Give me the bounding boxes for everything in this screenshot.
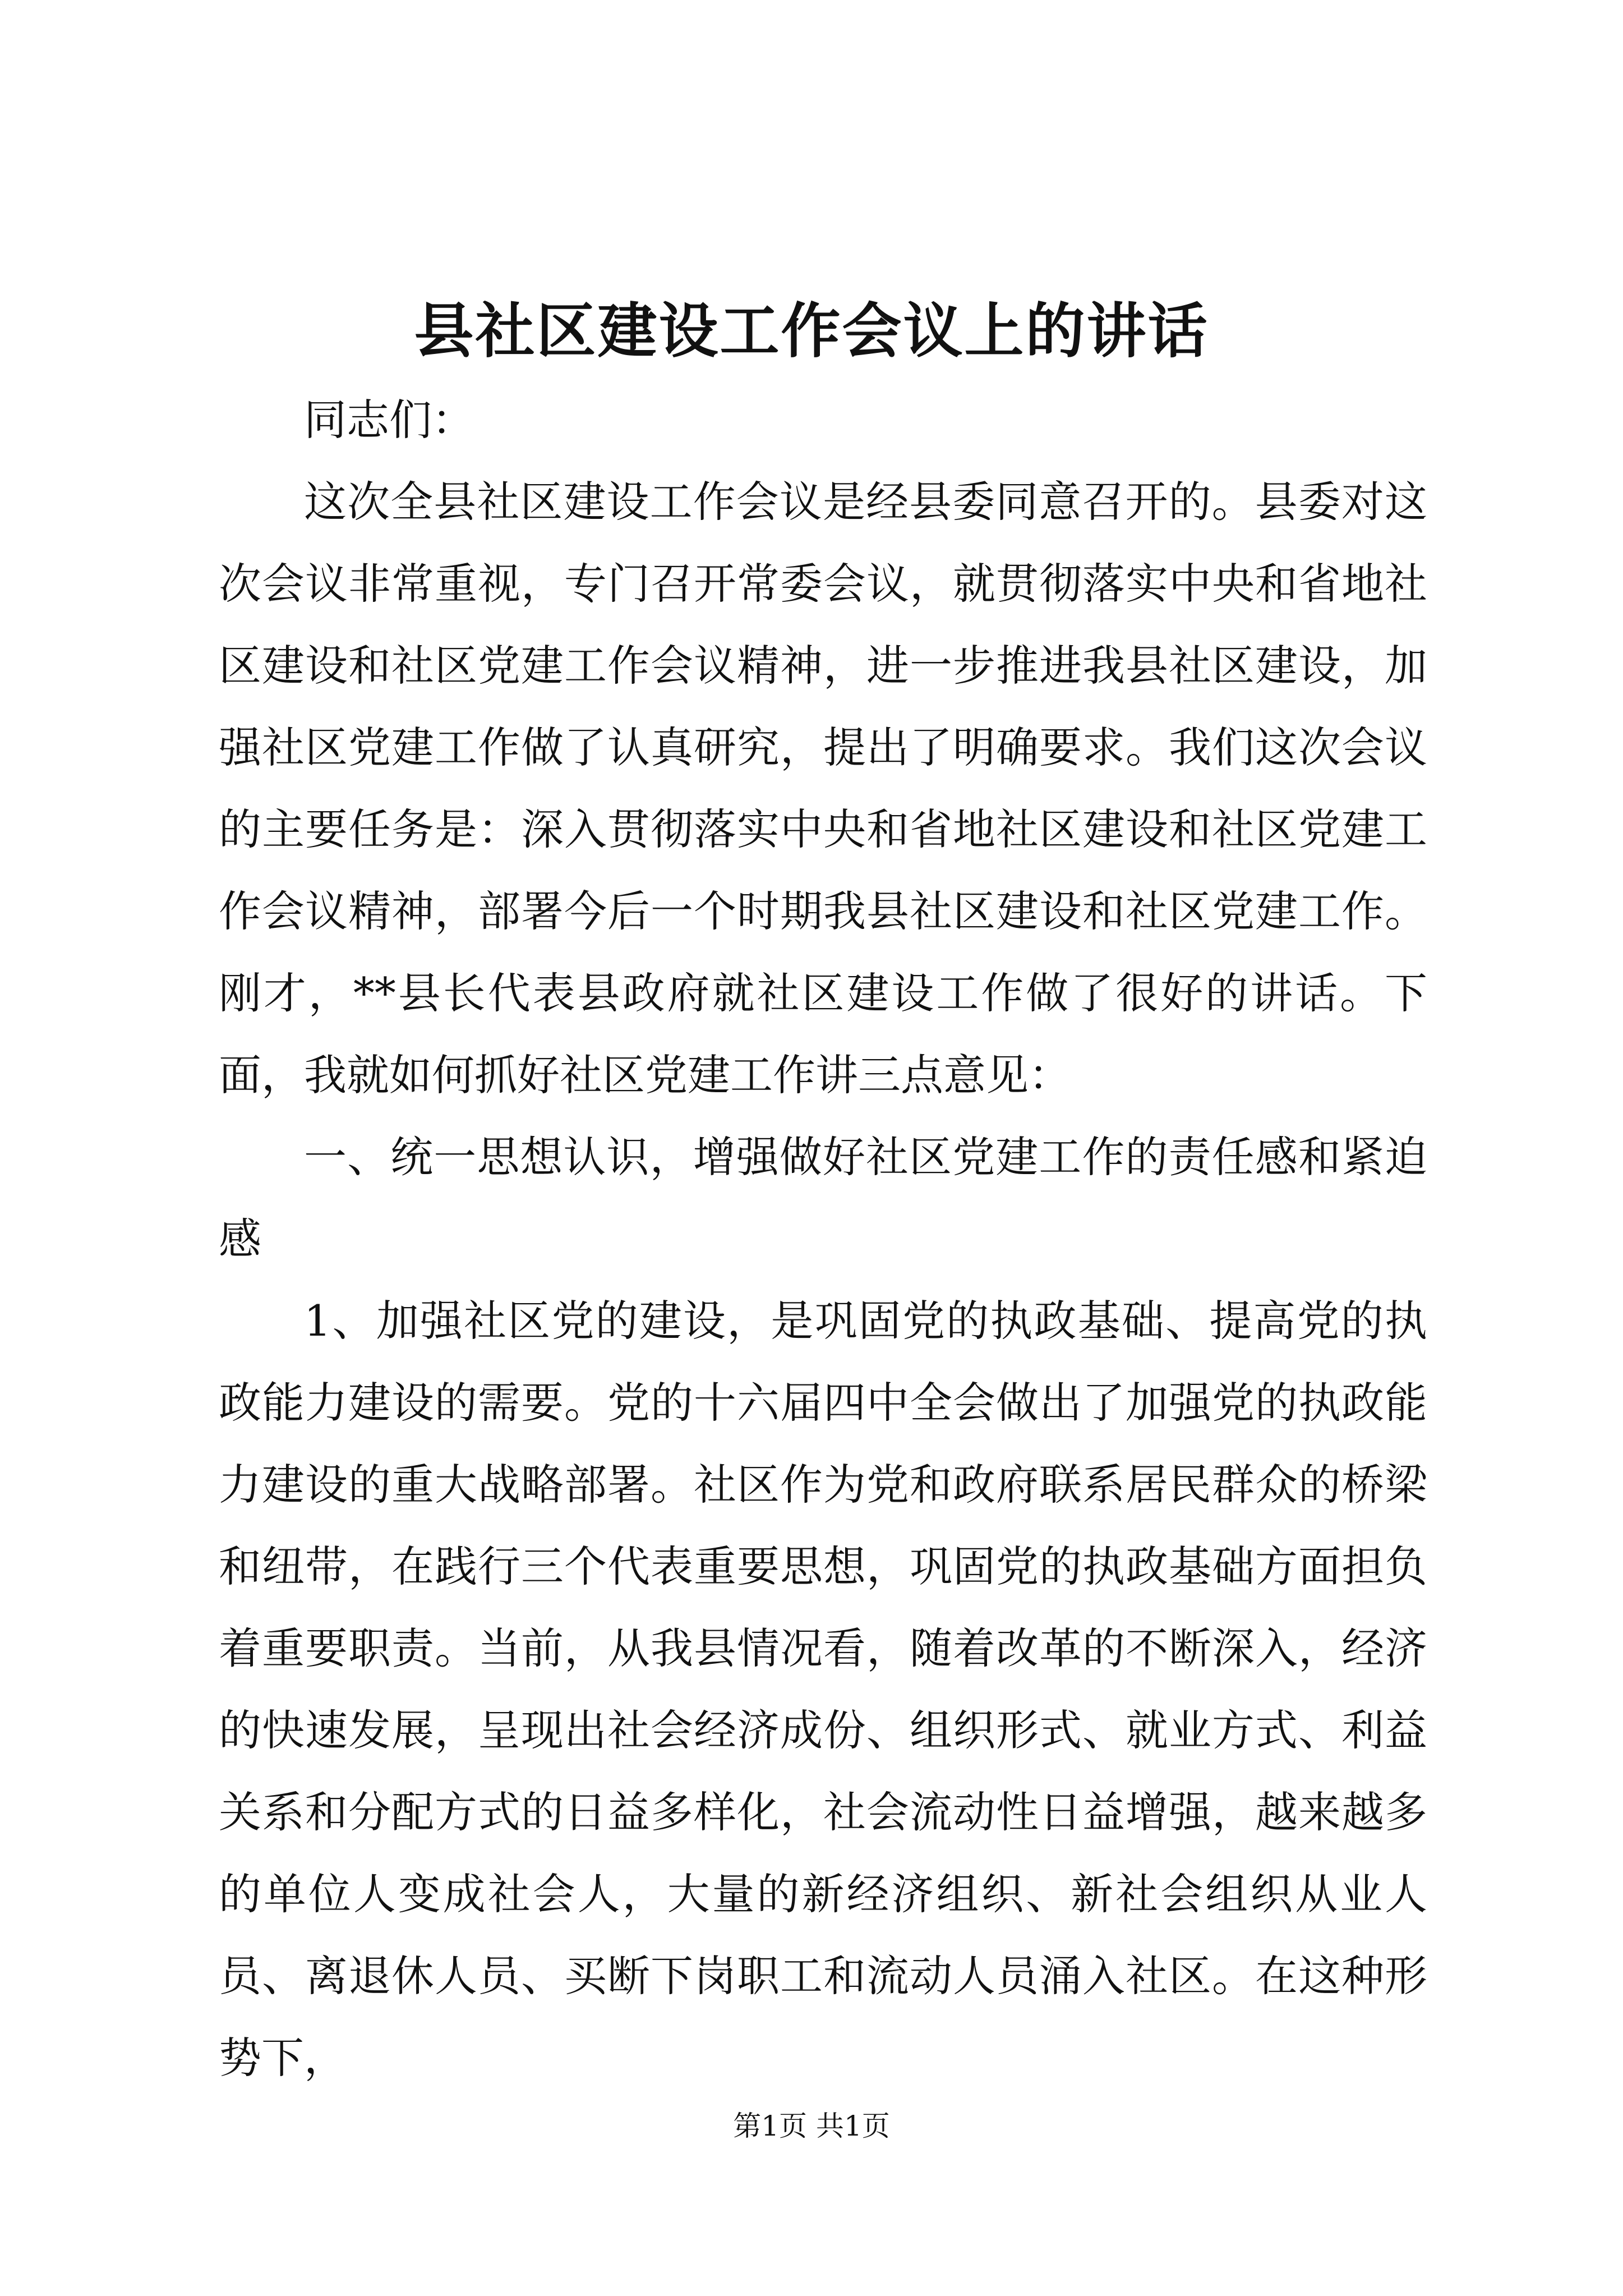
page-footer: 第1页 共1页: [733, 2110, 890, 2142]
paragraph-point-1: 1、加强社区党的建设，是巩固党的执政基础、提高党的执政能力建设的需要。党的十六届四中全会做出了加强党的执政能力建设的重大战略部署。社区作为党和政府联系居民群众的桥梁和纽带，在践行三个代表重要思想，巩固党的执政基础方面担负着重要职责。当前，从我县情况看，随着改革的不断深入，经济的快速发展，呈现出社会经济成份、组织形式、就业方式、利益关系和分配方式的日益多样化，社会流动性日益增强，越来越多的单位人变成社会人，大量的新经济组织、新社会组织从业人员、离退休人员、买断下岗职工和流动人员涌入社区。在这种形势下，: [219, 1296, 1427, 2083]
salutation: 同志们：: [304, 395, 474, 445]
paragraph-intro: 这次全县社区建设工作会议是经县委同意召开的。县委对这次会议非常重视，专门召开常委会议，就贯彻落实中央和省地社区建设和社区党建工作会议精神，进一步推进我县社区建设，加强社区党建工作做了认真研究，提出了明确要求。我们这次会议的主要任务是：深入贯彻落实中央和省地社区建设和社区党建工作会议精神，部署今后一个时期我县社区建设和社区党建工作。刚才，**县长代表县政府就社区建设工作做了很好的讲话。下面，我就如何抓好社区党建工作讲三点意见：: [219, 477, 1427, 1100]
document-body: [219, 379, 1427, 2099]
section-heading-1: 一、统一思想认识，增强做好社区党建工作的责任感和紧迫感: [219, 1132, 1427, 1264]
document-title: 县社区建设工作会议上的讲话: [414, 296, 1209, 366]
